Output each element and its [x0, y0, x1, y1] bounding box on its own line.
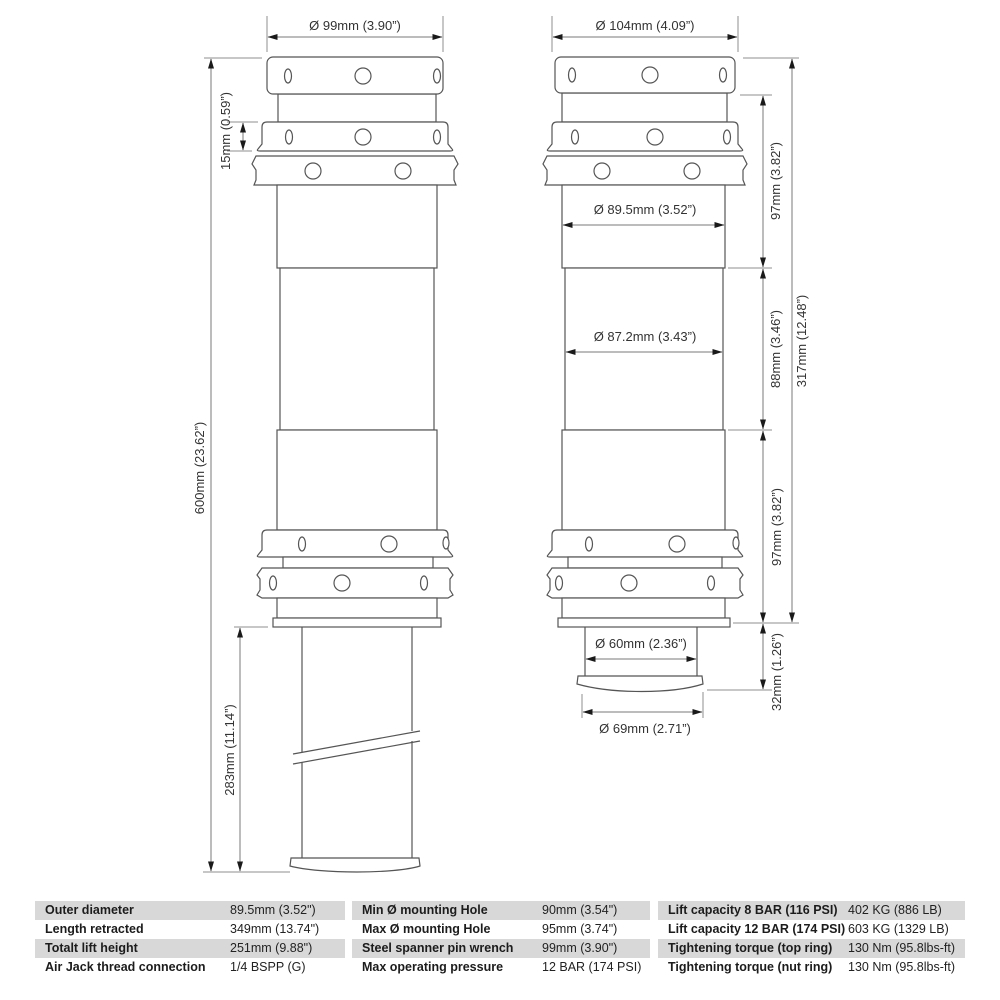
spec-label: Tightening torque (nut ring) — [668, 960, 833, 974]
table-row — [35, 958, 345, 977]
dim-label-lower-section-height: 97mm (3.82”) — [769, 487, 784, 567]
dim-label-foot-diameter: Ø 69mm (2.71”) — [599, 721, 691, 736]
spec-label: Air Jack thread connection — [45, 960, 206, 974]
table-row — [658, 901, 965, 920]
spec-column-dimensions — [35, 901, 345, 977]
spec-label: Totalt lift height — [45, 941, 138, 955]
dim-top-ring-height — [218, 92, 258, 170]
dim-cap-diameter-left — [267, 16, 443, 52]
body-lower — [562, 430, 725, 530]
table-row — [352, 958, 650, 977]
dim-piston-diameter — [586, 636, 696, 659]
spec-value: 89.5mm (3.52") — [230, 903, 316, 917]
dim-cap-diameter-right — [552, 16, 738, 52]
nut-ring — [252, 156, 458, 185]
spec-value: 402 KG (886 LB) — [848, 903, 942, 917]
neck — [562, 93, 727, 122]
foot-pad — [290, 858, 420, 872]
table-row — [658, 939, 965, 958]
table-row — [658, 958, 965, 977]
lower-ring-1 — [257, 530, 452, 557]
bottom-step — [558, 618, 730, 627]
break-line — [293, 741, 420, 764]
table-row — [352, 920, 650, 939]
bottom-step — [273, 618, 441, 627]
body-upper — [562, 185, 725, 268]
table-row — [658, 920, 965, 939]
spec-label: Min Ø mounting Hole — [362, 903, 488, 917]
spec-value: 603 KG (1329 LB) — [848, 922, 949, 936]
spec-label: Length retracted — [45, 922, 144, 936]
spec-label: Max operating pressure — [362, 960, 504, 974]
dim-label-upper-section-height: 97mm (3.82”) — [768, 141, 783, 221]
table-row — [352, 939, 650, 958]
spec-value: 95mm (3.74") — [542, 922, 618, 936]
table-row — [352, 901, 650, 920]
body-middle — [565, 268, 723, 430]
spec-label: Tightening torque (top ring) — [668, 941, 833, 955]
dim-label-total-height: 600mm (23.62”) — [192, 421, 207, 515]
dim-label-mid-body-diameter: Ø 87.2mm (3.43”) — [593, 329, 697, 344]
dim-label-mid-section-height: 88mm (3.46”) — [768, 309, 783, 389]
dim-foot-diameter — [582, 692, 703, 736]
jack-retracted-outline — [543, 57, 747, 692]
dim-label-upper-body-diameter: Ø 89.5mm (3.52”) — [593, 202, 697, 217]
spec-value: 130 Nm (95.8lbs-ft) — [848, 941, 955, 955]
spec-label: Outer diameter — [45, 903, 134, 917]
piston-stub — [585, 627, 697, 676]
neck — [278, 94, 436, 122]
bottom-collar — [562, 598, 725, 618]
piston-rod — [293, 627, 420, 858]
spec-value: 90mm (3.54") — [542, 903, 618, 917]
spec-value: 349mm (13.74") — [230, 922, 320, 936]
dim-label-foot-section-height: 32mm (1.26”) — [769, 632, 784, 712]
nut-ring — [543, 156, 747, 185]
spec-column-mounting — [352, 901, 650, 977]
spec-label: Lift capacity 12 BAR (174 PSI) — [668, 922, 846, 936]
spec-label: Steel spanner pin wrench — [362, 941, 514, 955]
lower-ring-1 — [547, 530, 742, 557]
spec-label: Max Ø mounting Hole — [362, 922, 491, 936]
body-upper — [277, 185, 437, 268]
table-row — [35, 901, 345, 920]
dim-label-top-ring-height: 15mm (0.59”) — [218, 91, 233, 171]
spec-label: Lift capacity 8 BAR (116 PSI) — [668, 903, 838, 917]
break-line — [293, 731, 420, 754]
body-middle — [280, 268, 434, 430]
table-row — [35, 939, 345, 958]
dim-label-cap-diameter-right: Ø 104mm (4.09”) — [595, 18, 695, 33]
dim-label-cap-diameter-left: Ø 99mm (3.90”) — [309, 18, 401, 33]
dim-label-piston-diameter: Ø 60mm (2.36”) — [595, 636, 687, 651]
spec-value: 1/4 BSPP (G) — [230, 960, 306, 974]
body-lower — [277, 430, 437, 530]
spec-value: 12 BAR (174 PSI) — [542, 960, 642, 974]
dim-piston-extension — [222, 627, 268, 871]
spec-value: 99mm (3.90") — [542, 941, 618, 955]
jack-extended-outline — [252, 57, 458, 872]
foot-pad — [577, 676, 703, 692]
spec-table — [35, 901, 965, 977]
dim-label-body-total-height: 317mm (12.48”) — [794, 294, 809, 388]
bottom-collar — [277, 598, 437, 618]
spec-value: 130 Nm (95.8lbs-ft) — [848, 960, 955, 974]
jack-retracted-view — [543, 16, 809, 736]
spec-column-capacity — [658, 901, 965, 977]
table-row — [35, 920, 345, 939]
dim-label-piston-extension: 283mm (11.14”) — [222, 704, 237, 796]
jack-extended-view — [192, 16, 458, 872]
spec-value: 251mm (9.88") — [230, 941, 313, 955]
